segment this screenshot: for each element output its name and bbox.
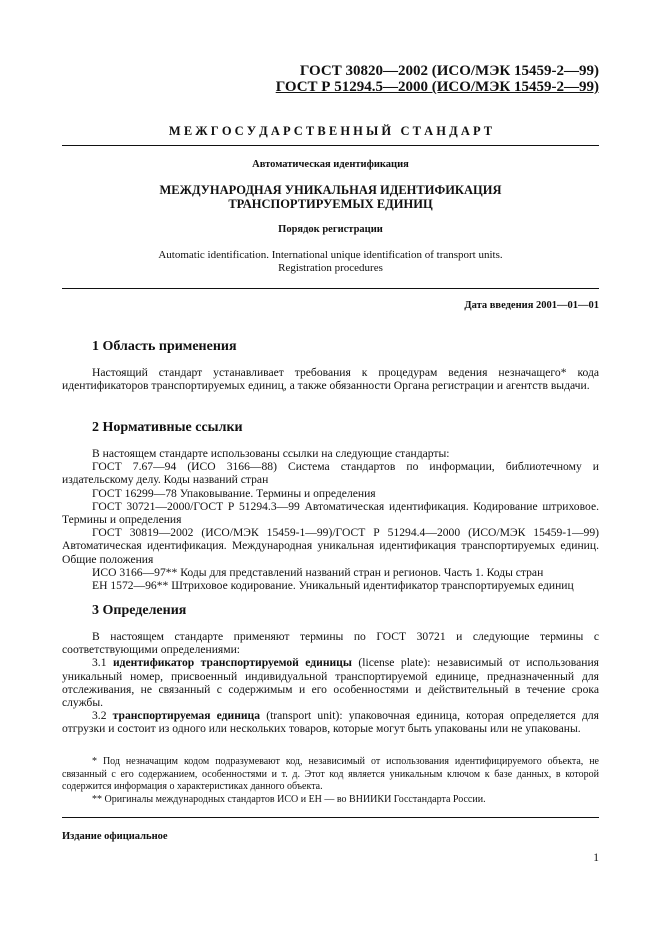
definition-3-2 — [62, 709, 599, 735]
standard-designation-gost-r: ГОСТ Р 51294.5—2000 (ИСО/МЭК 15459-2—99) — [275, 79, 599, 95]
footnote-1: * Под незначащим кодом подразумевают код, независимый от использования идентифицируемого объекта, не связанный с его содержанием, особенностями и т. д. Этот код является уникальным ключом к базе данных, в которой содержится информация о характеристиках данного объекта. — [62, 756, 599, 792]
standard-type-heading: М Е Ж Г О С У Д А Р С Т В Е Н Н Ы Й С Т А Н Д А Р Т — [168, 124, 493, 138]
section-2-intro: В настоящем стандарте использованы ссылки на следующие стандарты: — [92, 447, 450, 460]
reference-item: ГОСТ 16299—78 Упаковывание. Термины и определения — [92, 486, 376, 500]
title-line-2: ТРАНСПОРТИРУЕМЫХ ЕДИНИЦ — [228, 197, 433, 211]
reference-item: ГОСТ 30721—2000/ГОСТ Р 51294.3—99 Автоматическая идентификация. Кодирование штриховое. Термины и определения — [62, 499, 599, 527]
english-title-line-2: Registration procedures — [278, 262, 383, 274]
definition-term: транспортируемая единица — [112, 709, 261, 723]
reference-item: ЕН 1572—96** Штриховое кодирование. Уникальный идентификатор транспортируемых единиц — [92, 579, 574, 593]
introduction-date: Дата введения 2001—01—01 — [464, 300, 599, 311]
definition-text: (transport unit): упаковочная единица, которая определяется для отгрузки и состоит из одного или нескольких товаров, которые могут быть упакованы или не упакованы. — [62, 709, 599, 736]
footnotes — [62, 756, 599, 806]
page-number: 1 — [593, 852, 599, 864]
reference-item: ГОСТ 7.67—94 (ИСО 3166—88) Система стандартов по информации, библиотечному и издательскому делу. Коды названий стран — [62, 460, 599, 487]
section-3-heading: 3 Определения — [92, 603, 187, 618]
section-2-heading: 2 Нормативные ссылки — [92, 420, 243, 435]
english-title-line-1: Automatic identification. International unique identification of transport units. — [158, 249, 503, 261]
title-line-1: МЕЖДУНАРОДНАЯ УНИКАЛЬНАЯ ИДЕНТИФИКАЦИЯ — [159, 183, 502, 197]
category-label: Автоматическая идентификация — [252, 159, 409, 170]
section-1-text: Настоящий стандарт устанавливает требования к процедурам ведения незначащего* кода идентификаторов транспортируемых единиц, а также обязанности Органа регистрации и агентств выдачи. — [62, 366, 599, 393]
definition-3-1 — [62, 656, 599, 709]
reference-item: ГОСТ 30819—2002 (ИСО/МЭК 15459-1—99)/ГОСТ Р 51294.4—2000 (ИСО/МЭК 15459-1—99) Автоматическая идентификация. Международная уникальная идентификация транспортируемых единиц. Общие положения — [62, 526, 599, 566]
definition-number: 3.2 — [92, 709, 107, 723]
top-divider — [62, 145, 599, 146]
official-edition-label: Издание официальное — [62, 831, 168, 842]
reference-item: ИСО 3166—97** Коды для представлений названий стран и регионов. Часть 1. Коды стран — [92, 565, 544, 579]
definition-term: идентификатор транспортируемой единицы — [112, 656, 352, 670]
title-divider — [62, 288, 599, 289]
definition-number: 3.1 — [92, 656, 107, 670]
section-3-intro: В настоящем стандарте применяют термины по ГОСТ 30721 и следующие термины с соответствующими определениями: — [62, 630, 599, 657]
section-3-body — [62, 630, 599, 736]
definition-text: (license plate): независимый от использования уникальный номер, присвоенный индивидуальной транспортируемой единице, предназначенный для отслеживания, не связанный с содержимым и его особенностями и действительный в течение срока службы. — [62, 656, 599, 710]
section-2-refs — [62, 447, 599, 592]
standard-designation-gost: ГОСТ 30820—2002 (ИСО/МЭК 15459-2—99) — [299, 63, 599, 79]
section-1-heading: 1 Область применения — [92, 339, 237, 354]
footnote-2: ** Оригиналы международных стандартов ИСО и ЕН — во ВНИИКИ Госстандарта России. — [92, 793, 486, 805]
footer-divider — [62, 817, 599, 818]
subtitle: Порядок регистрации — [278, 224, 383, 235]
